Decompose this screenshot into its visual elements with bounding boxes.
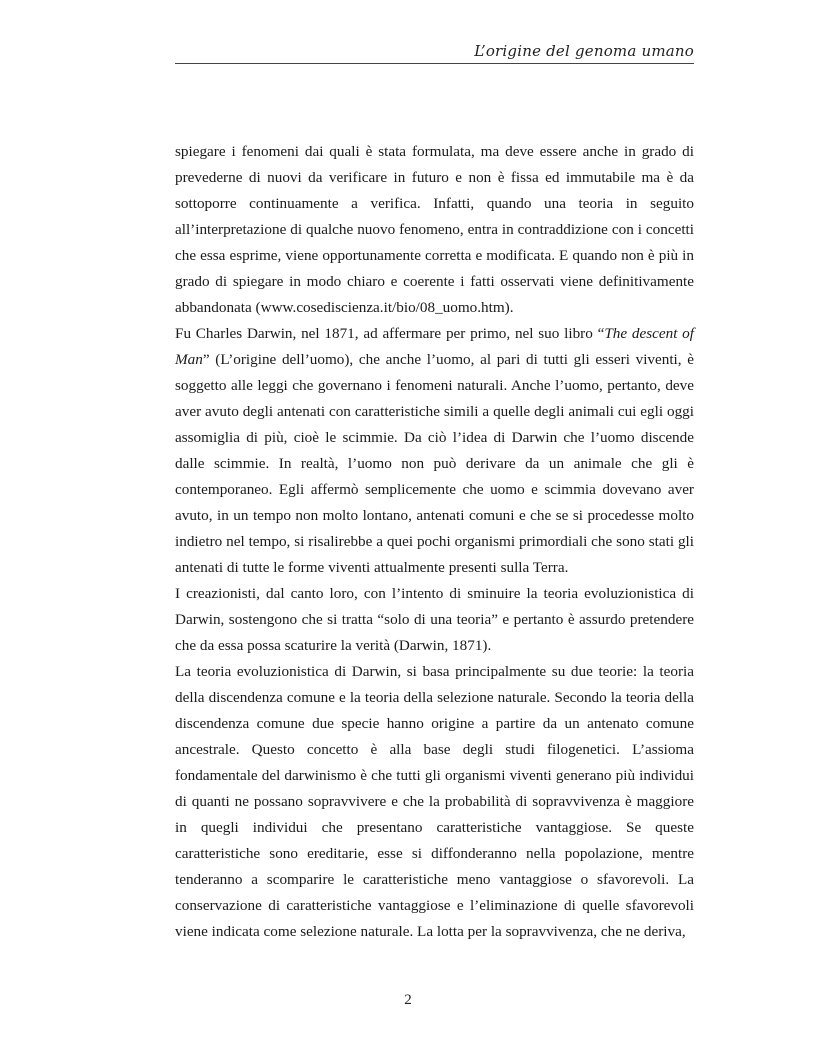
- page-number: 2: [404, 992, 412, 1008]
- paragraph-text: Fu Charles Darwin, nel 1871, ad affermare per primo, nel suo libro “: [175, 325, 605, 342]
- paragraph: spiegare i fenomeni dai quali è stata formulata, ma deve essere anche in grado di prevederne di nuovi da verificare in futuro e non è fissa ed immutabile ma è da sottoporre continuamente a verifica. Infatti, quando una teoria in seguito all’interpretazione di qualche nuovo fenomeno, entra in contraddizione con i concetti che essa esprime, viene opportunamente corretta e modificata. E quando non è più in grado di spiegare in modo chiaro e coerente i fatti osservati viene definitivamente abbandonata (www.cosediscienza.it/bio/08_uomo.htm).: [175, 143, 694, 316]
- body-text: [175, 139, 694, 945]
- header-title: L’origine del genoma umano: [474, 42, 694, 60]
- running-header: [175, 40, 694, 64]
- paragraph-darwin: [175, 321, 694, 581]
- book-title: The descent of Man: [175, 325, 694, 368]
- paragraph-text: ” (L’origine dell’uomo), che anche l’uomo, al pari di tutti gli esseri viventi, è soggetto alle leggi che governano i fenomeni naturali. Anche l’uomo, pertanto, deve aver avuto degli antenati con caratteristiche simili a quelle degli animali cui egli oggi assomiglia di più, cioè le scimmie. Da ciò l’idea di Darwin che l’uomo discende dalle scimmie. In realtà, l’uomo non può derivare da un animale che gli è contemporaneo. Egli affermò semplicemente che uomo e scimmia dovevano aver avuto, in un tempo non molto lontano, antenati comuni e che se si procedesse molto indietro nel tempo, si risalirebbe a quei pochi organismi primordiali che sono stati gli antenati di tutte le forme viventi attualmente presenti sulla Terra.: [175, 351, 694, 576]
- paragraph: La teoria evoluzionistica di Darwin, si basa principalmente su due teorie: la teoria della discendenza comune e la teoria della selezione naturale. Secondo la teoria della discendenza comune due specie hanno origine a partire da un antenato comune ancestrale. Questo concetto è alla base degli studi filogenetici. L’assioma fondamentale del darwinismo è che tutti gli organismi viventi generano più individui di quanti ne possano sopravvivere e che la probabilità di sopravvivenza è maggiore in quegli individui che presentano caratteristiche vantaggiose. Se queste caratteristiche sono ereditarie, esse si diffonderanno nella popolazione, mentre tenderanno a scomparire le caratteristiche meno vantaggiose o sfavorevoli. La conservazione di caratteristiche vantaggiose e l’eliminazione di quelle sfavorevoli viene indicata come selezione naturale. La lotta per la sopravvivenza, che ne deriva,: [175, 663, 694, 940]
- paragraph: I creazionisti, dal canto loro, con l’intento di sminuire la teoria evoluzionistica di Darwin, sostengono che si tratta “solo di una teoria” e pertanto è assurdo pretendere che da essa possa scaturire la verità (Darwin, 1871).: [175, 585, 694, 654]
